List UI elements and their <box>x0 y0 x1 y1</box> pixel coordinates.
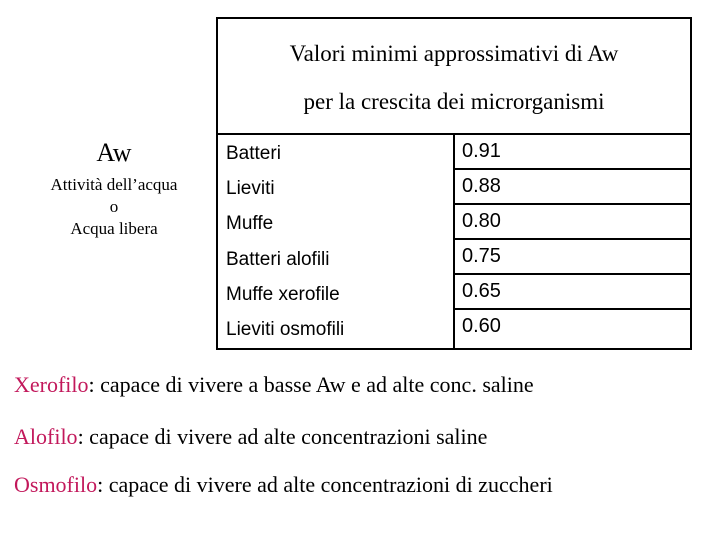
aw-value-2: 0.88 <box>462 175 501 197</box>
aw-value-6: 0.60 <box>462 315 501 337</box>
table-row <box>455 275 690 310</box>
table-header-line-2: per la crescita dei microrganismi <box>303 89 605 114</box>
aw-subtitle-3: Acqua libera <box>70 219 158 238</box>
organism-name-1: Batteri <box>226 143 281 164</box>
table-header-line-1: Valori minimi approssimativi di Aw <box>289 41 619 66</box>
organism-name-6: Lieviti osmofili <box>226 319 345 340</box>
aw-label-block <box>24 138 204 240</box>
table-row <box>455 240 690 275</box>
aw-value-1: 0.91 <box>462 140 501 162</box>
table-row <box>455 205 690 240</box>
aw-subtitle-2: o <box>109 197 119 216</box>
aw-value-column <box>455 135 690 348</box>
aw-title: Aw <box>96 138 132 167</box>
definition-term: Alofilo <box>14 424 78 449</box>
table-row <box>455 170 690 205</box>
organism-column <box>218 135 455 348</box>
organism-name-4: Batteri alofili <box>226 249 330 270</box>
organism-name-2: Lieviti <box>226 178 275 199</box>
organism-name-5: Muffe xerofile <box>226 284 340 305</box>
definition-text: : capace di vivere ad alte concentrazioni di zuccheri <box>97 472 553 497</box>
definition-text: : capace di vivere ad alte concentrazioni saline <box>77 424 488 449</box>
definition-text: : capace di vivere a basse Aw e ad alte conc. saline <box>88 372 534 397</box>
aw-values-table <box>216 17 692 350</box>
definition-alofilo <box>14 424 487 450</box>
definition-xerofilo <box>14 372 534 398</box>
aw-subtitle-1: Attività dell’acqua <box>50 175 178 194</box>
definition-term: Xerofilo <box>14 372 89 397</box>
definition-osmofilo <box>14 472 553 498</box>
aw-value-4: 0.75 <box>462 245 501 267</box>
table-row <box>455 135 690 170</box>
table-header <box>218 19 690 135</box>
organism-name-3: Muffe <box>226 213 274 234</box>
definition-term: Osmofilo <box>14 472 98 497</box>
table-row <box>455 310 690 345</box>
aw-value-3: 0.80 <box>462 210 501 232</box>
aw-value-5: 0.65 <box>462 280 501 302</box>
